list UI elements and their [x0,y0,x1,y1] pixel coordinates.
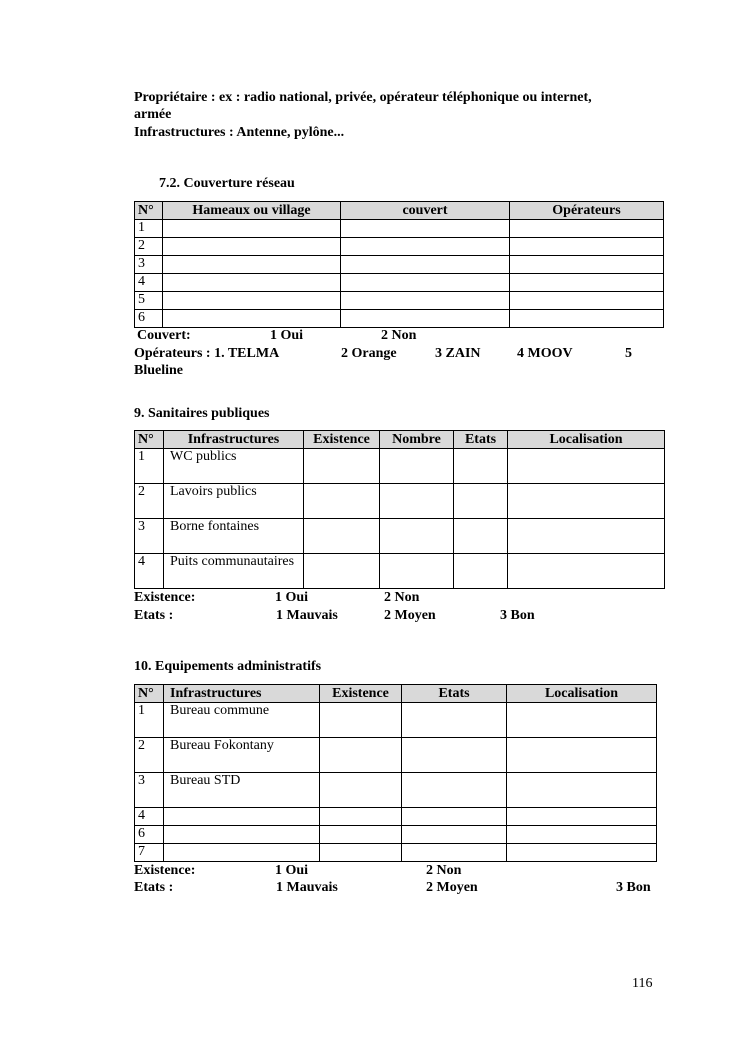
table-cell[interactable] [507,703,657,738]
etats-option-mauvais: 1 Mauvais [276,608,338,623]
header-cell: N° [135,431,164,449]
table-cell[interactable] [402,826,507,844]
section-7-2-heading: 7.2. Couverture réseau [159,176,295,191]
section-10-heading: 10. Equipements administratifs [134,659,322,674]
row-number: 6 [135,310,163,328]
table-cell[interactable] [164,808,320,826]
table-cell[interactable] [507,738,657,773]
header-cell: couvert [341,202,510,220]
etats-option-bon: 3 Bon [500,608,535,623]
table-cell[interactable] [304,554,380,589]
table-cell[interactable] [510,274,664,292]
row-number: 2 [135,484,164,519]
table-cell[interactable] [510,310,664,328]
existence-option-non: 2 Non [384,590,420,605]
header-cell: Etats [402,685,507,703]
table-row [135,738,657,773]
operateurs-legend-label: Opérateurs : 1. TELMA [134,346,280,361]
row-number: 5 [135,292,163,310]
table-row [135,220,664,238]
table-cell[interactable] [163,310,341,328]
table-row [135,703,657,738]
table-cell[interactable] [380,554,454,589]
table-cell[interactable] [454,519,508,554]
etats-option-mauvais: 1 Mauvais [276,880,338,895]
table-row [135,484,665,519]
existence-option-oui: 1 Oui [275,590,309,605]
table-cell[interactable] [304,449,380,484]
table-cell[interactable] [508,554,665,589]
table-cell[interactable] [341,292,510,310]
table-cell[interactable] [510,256,664,274]
table-cell[interactable] [164,844,320,862]
infrastructure-name: Bureau STD [164,773,320,808]
etats-option-moyen: 2 Moyen [426,880,478,895]
intro-owner-line-cont: armée [134,107,172,122]
row-number: 1 [135,703,164,738]
couvert-legend-label: Couvert: [137,328,191,343]
table-cell[interactable] [341,274,510,292]
table-header-row [135,202,664,220]
table-cell[interactable] [163,292,341,310]
table-cell[interactable] [508,519,665,554]
couvert-option-non: 2 Non [381,328,417,343]
table-cell[interactable] [341,310,510,328]
row-number: 2 [135,738,164,773]
header-cell: Localisation [508,431,665,449]
table-cell[interactable] [163,220,341,238]
existence-option-oui: 1 Oui [275,863,309,878]
table-row [135,274,664,292]
row-number: 4 [135,274,163,292]
row-number: 1 [135,220,163,238]
header-cell: Infrastructures [164,431,304,449]
header-cell: N° [135,685,164,703]
table-header-row [135,431,665,449]
operateur-orange: 2 Orange [341,346,397,361]
table-row [135,449,665,484]
etats-legend-label: Etats : [134,880,174,895]
etats-legend-label: Etats : [134,608,174,623]
row-number: 1 [135,449,164,484]
table-row [135,554,665,589]
header-cell: Hameaux ou village [163,202,341,220]
row-number: 3 [135,256,163,274]
table-row [135,808,657,826]
intro-infrastructures-line: Infrastructures : Antenne, pylône... [134,125,345,140]
existence-legend-label: Existence: [134,863,196,878]
table-cell[interactable] [402,738,507,773]
table-cell[interactable] [510,292,664,310]
table-cell[interactable] [508,449,665,484]
operateur-moov: 4 MOOV [517,346,573,361]
header-cell: Opérateurs [510,202,664,220]
intro-owner-line: Propriétaire : ex : radio national, privée, opérateur téléphonique ou internet, [134,90,592,105]
table-cell[interactable] [163,274,341,292]
table-row [135,773,657,808]
table-cell[interactable] [402,808,507,826]
table-cell[interactable] [454,554,508,589]
table-cell[interactable] [164,826,320,844]
table-cell[interactable] [507,826,657,844]
table-cell[interactable] [304,484,380,519]
table-cell[interactable] [341,220,510,238]
table-cell[interactable] [320,773,402,808]
header-cell: Localisation [507,685,657,703]
table-row [135,292,664,310]
row-number: 3 [135,519,164,554]
equipements-table [134,684,657,862]
table-cell[interactable] [510,220,664,238]
etats-option-bon: 3 Bon [616,880,651,895]
section-9-heading: 9. Sanitaires publiques [134,406,270,421]
row-number: 7 [135,844,164,862]
table-cell[interactable] [380,519,454,554]
table-cell[interactable] [380,449,454,484]
table-cell[interactable] [380,484,454,519]
table-cell[interactable] [454,449,508,484]
page-number: 116 [632,976,653,991]
table-row [135,519,665,554]
table-row [135,256,664,274]
table-row [135,826,657,844]
operateur-5-number: 5 [625,346,632,361]
infrastructure-name: Lavoirs publics [164,484,304,519]
table-cell[interactable] [508,484,665,519]
row-number: 6 [135,826,164,844]
operateur-zain: 3 ZAIN [435,346,481,361]
infrastructure-name: Bureau Fokontany [164,738,320,773]
existence-legend-label: Existence: [134,590,196,605]
table-cell[interactable] [402,773,507,808]
header-cell: Existence [304,431,380,449]
operateur-blueline: Blueline [134,363,184,378]
row-number: 3 [135,773,164,808]
infrastructure-name: Borne fontaines [164,519,304,554]
infrastructure-name: Bureau commune [164,703,320,738]
header-cell: N° [135,202,163,220]
table-cell[interactable] [320,808,402,826]
table-cell[interactable] [507,773,657,808]
row-number: 2 [135,238,163,256]
table-cell[interactable] [320,826,402,844]
etats-option-moyen: 2 Moyen [384,608,436,623]
network-coverage-table [134,201,664,328]
table-header-row [135,685,657,703]
infrastructure-name: WC publics [164,449,304,484]
table-cell[interactable] [163,238,341,256]
header-cell: Infrastructures [164,685,320,703]
header-cell: Existence [320,685,402,703]
table-cell[interactable] [510,238,664,256]
header-cell: Nombre [380,431,454,449]
infrastructure-name: Puits communautaires [164,554,304,589]
table-row [135,238,664,256]
table-cell[interactable] [163,256,341,274]
table-cell[interactable] [507,808,657,826]
existence-option-non: 2 Non [426,863,462,878]
row-number: 4 [135,808,164,826]
couvert-option-oui: 1 Oui [270,328,304,343]
table-row [135,844,657,862]
header-cell: Etats [454,431,508,449]
sanitaires-table [134,430,665,589]
table-cell[interactable] [341,256,510,274]
table-cell[interactable] [320,738,402,773]
table-cell[interactable] [320,703,402,738]
table-cell[interactable] [320,844,402,862]
table-cell[interactable] [402,703,507,738]
table-cell[interactable] [454,484,508,519]
table-row [135,310,664,328]
table-cell[interactable] [341,238,510,256]
table-cell[interactable] [507,844,657,862]
table-cell[interactable] [304,519,380,554]
table-cell[interactable] [402,844,507,862]
row-number: 4 [135,554,164,589]
